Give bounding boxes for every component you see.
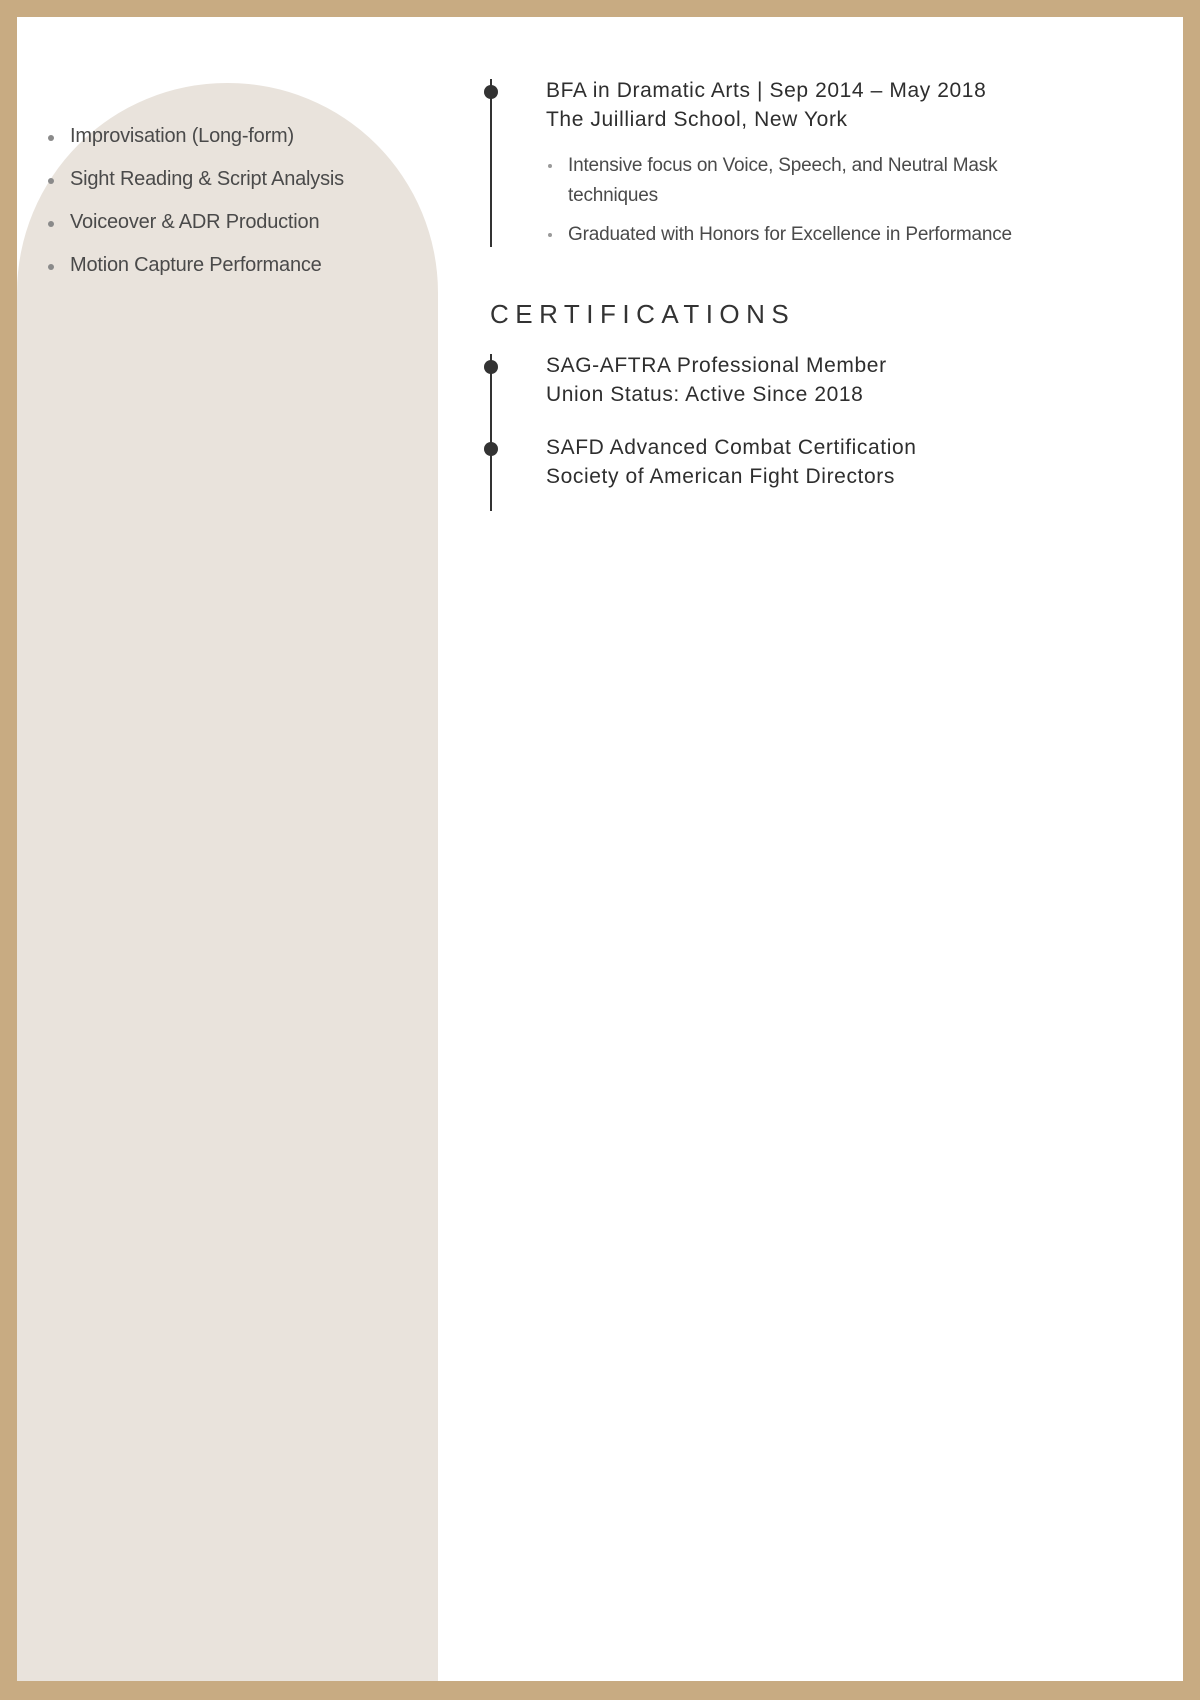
skill-item: Improvisation (Long-form) [47,125,344,168]
timeline-dot [484,442,498,456]
sidebar-arch-background [17,83,438,1681]
skill-item: Voiceover & ADR Production [47,211,344,254]
skill-item: Motion Capture Performance [47,254,344,297]
certification-title: SAFD Advanced Combat Certification [546,436,917,459]
skills-list [47,125,344,297]
education-bullet: Intensive focus on Voice, Speech, and Neutral Mask techniques [546,151,1086,211]
education-bullets [546,151,1086,259]
timeline-dot [484,85,498,99]
education-title: BFA in Dramatic Arts | Sep 2014 – May 2018 [546,79,987,102]
education-institution: The Juilliard School, New York [546,108,848,131]
education-bullet: Graduated with Honors for Excellence in Performance [546,220,1086,250]
timeline-line [490,354,492,511]
certifications-heading: CERTIFICATIONS [490,299,796,329]
certification-detail: Society of American Fight Directors [546,465,895,488]
skill-item: Sight Reading & Script Analysis [47,168,344,211]
timeline-line [490,79,492,247]
certification-detail: Union Status: Active Since 2018 [546,383,864,406]
certification-title: SAG-AFTRA Professional Member [546,354,887,377]
resume-page [17,17,1183,1681]
timeline-dot [484,360,498,374]
